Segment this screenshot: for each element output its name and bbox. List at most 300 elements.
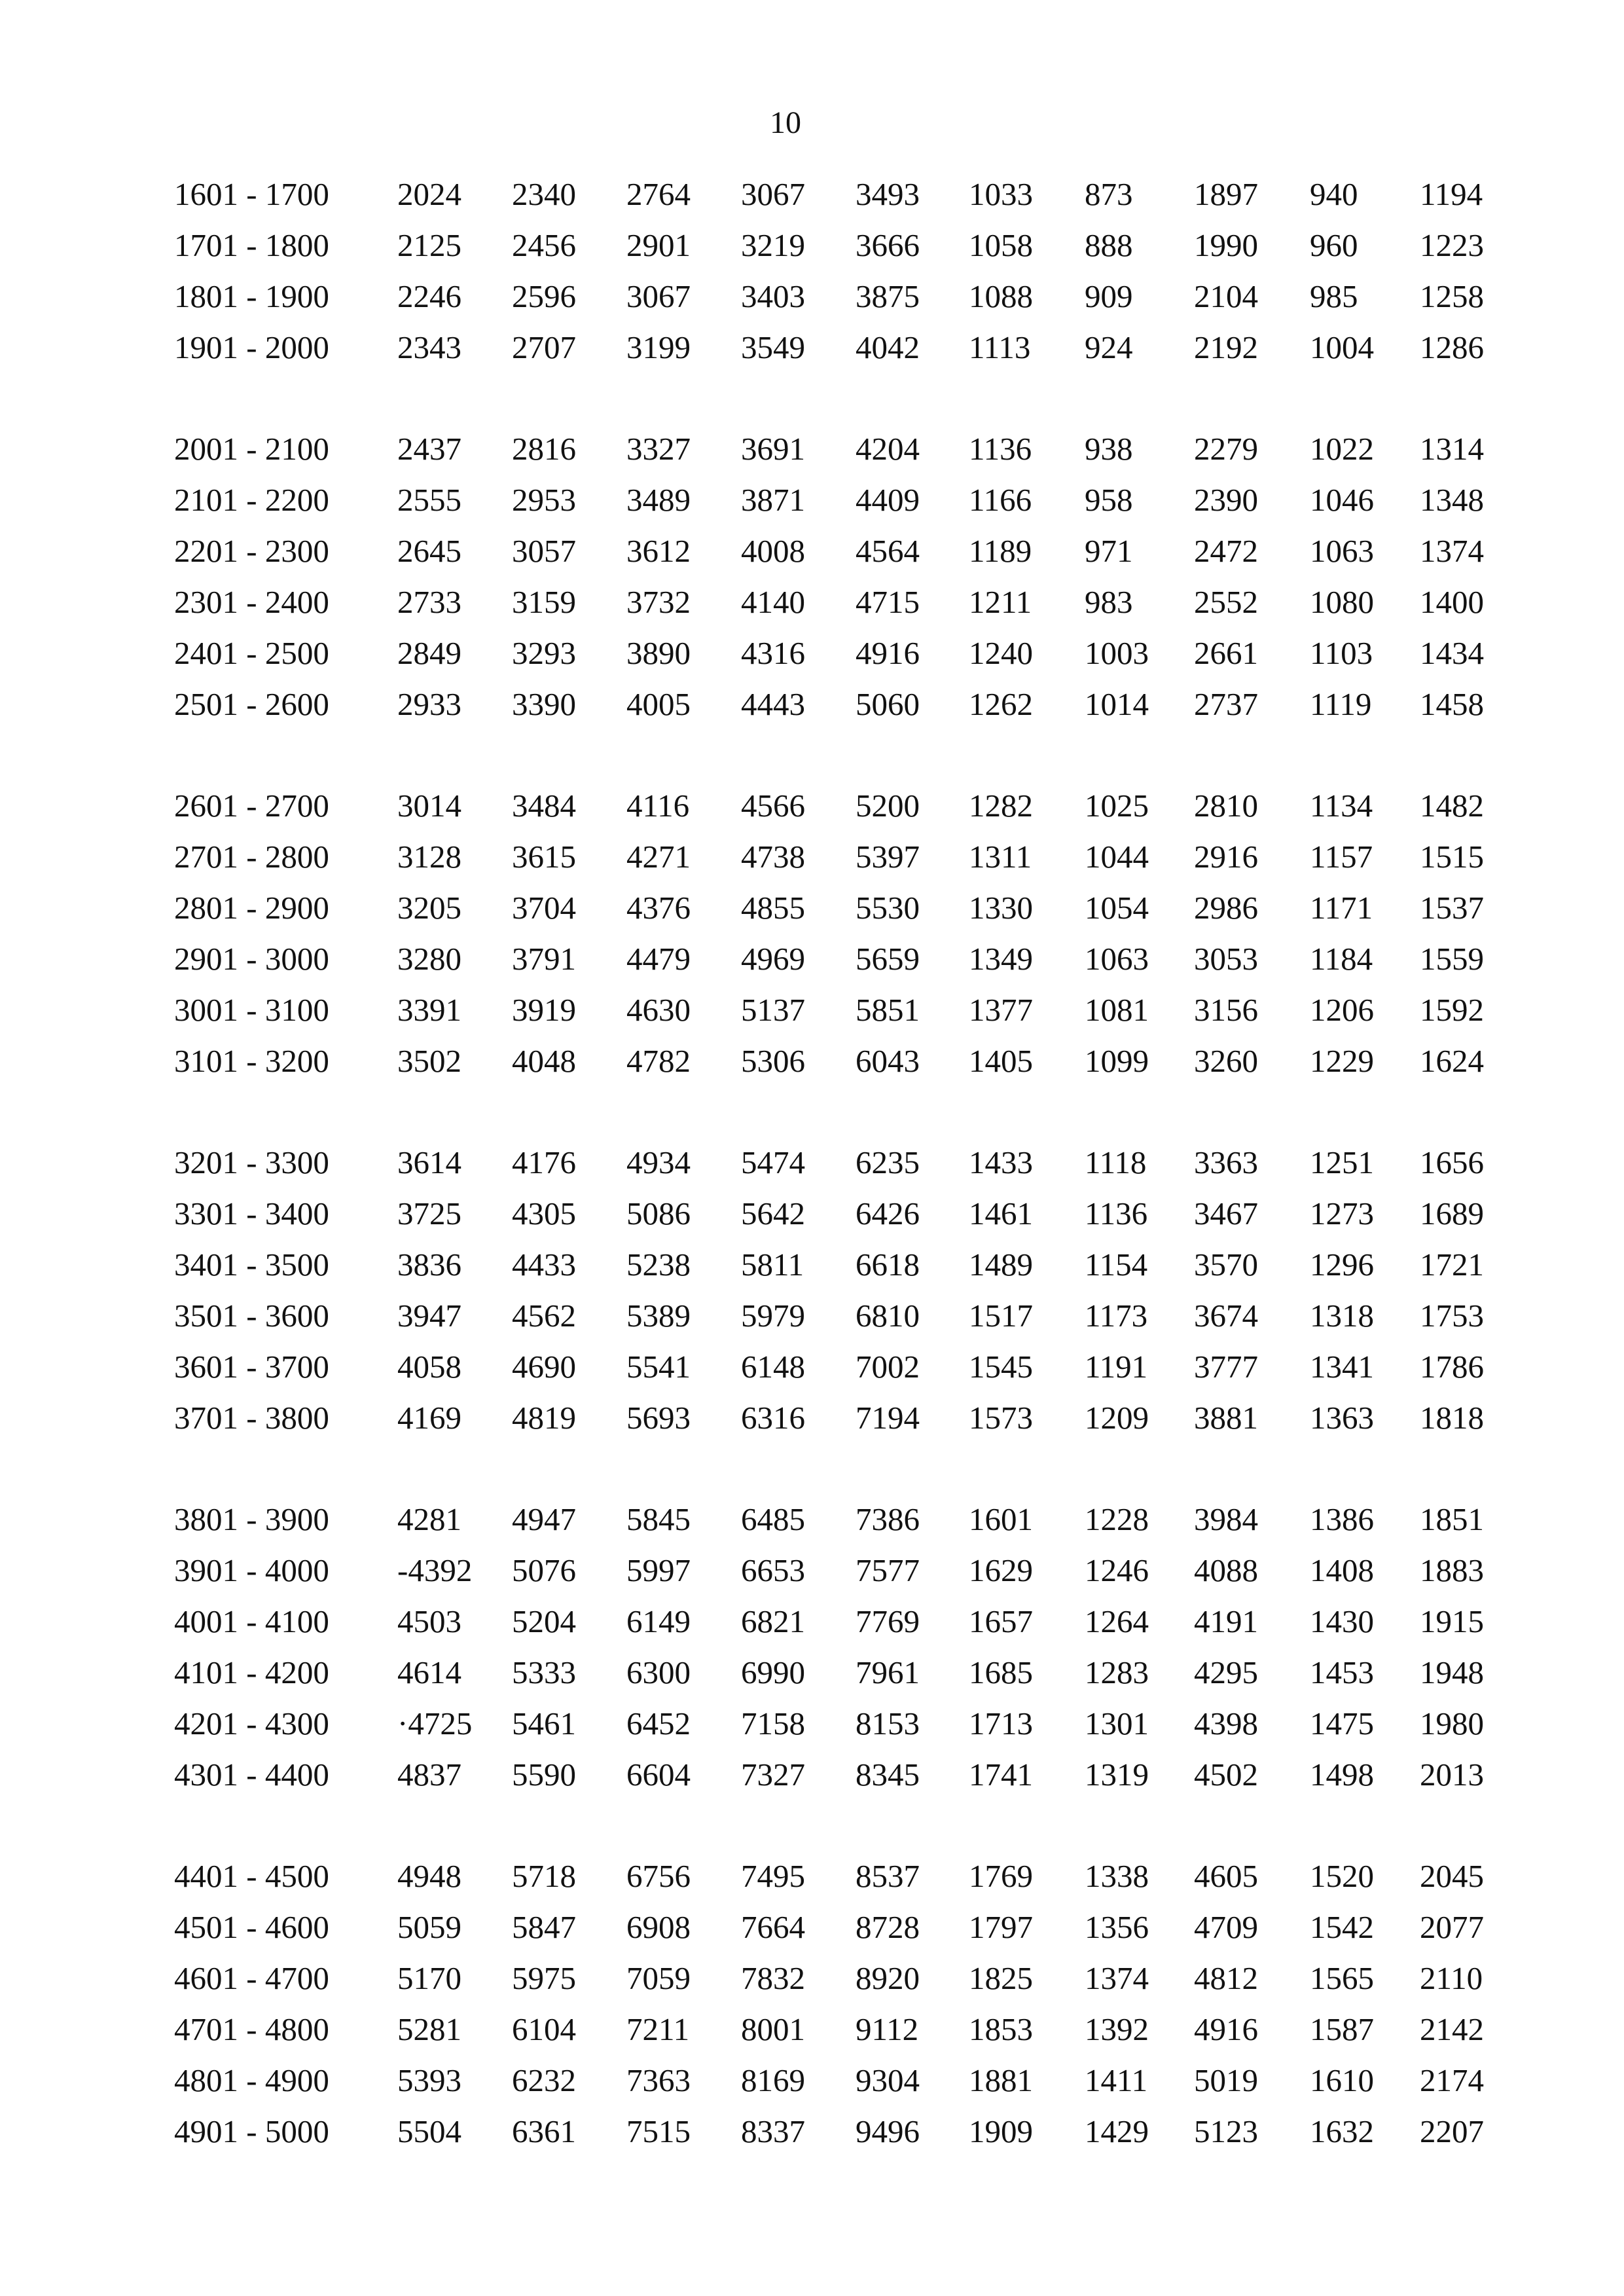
value-cell: 938 <box>1085 431 1133 467</box>
value-cell: 3836 <box>397 1247 461 1283</box>
value-cell: 5693 <box>626 1400 691 1436</box>
value-cell: 1542 <box>1310 1909 1374 1945</box>
value-cell: 4916 <box>856 635 920 671</box>
value-cell: 2849 <box>397 635 461 671</box>
value-cell: 5393 <box>397 2062 461 2098</box>
value-cell: 6485 <box>741 1501 805 1537</box>
value-cell: 4479 <box>626 941 691 977</box>
value-cell: 5123 <box>1194 2113 1258 2149</box>
value-cell: 6908 <box>626 1909 691 1945</box>
value-cell: 4443 <box>741 686 805 722</box>
value-cell: 1592 <box>1420 992 1484 1028</box>
range-label: 3301 - 3400 <box>174 1195 329 1231</box>
value-cell: 2661 <box>1194 635 1258 671</box>
table-row <box>151 934 1558 985</box>
value-cell: 4305 <box>512 1195 576 1231</box>
range-label: 3601 - 3700 <box>174 1349 329 1385</box>
range-label: 4301 - 4400 <box>174 1757 329 1793</box>
table-row <box>151 780 1558 831</box>
value-cell: 1171 <box>1310 890 1373 926</box>
value-cell: 1656 <box>1420 1144 1484 1180</box>
value-cell: 1545 <box>969 1349 1033 1385</box>
value-cell: 5461 <box>512 1705 576 1741</box>
value-cell: 3390 <box>512 686 576 722</box>
value-cell: 1559 <box>1420 941 1484 977</box>
range-label: 4401 - 4500 <box>174 1858 329 1894</box>
value-cell: 1251 <box>1310 1144 1374 1180</box>
value-cell: 1014 <box>1085 686 1149 722</box>
table-row <box>151 1749 1558 1800</box>
value-cell: 6990 <box>741 1654 805 1690</box>
table-row <box>151 831 1558 883</box>
value-cell: 4934 <box>626 1144 691 1180</box>
value-cell: 1689 <box>1420 1195 1484 1231</box>
value-cell: 1262 <box>969 686 1033 722</box>
value-cell: 1573 <box>969 1400 1033 1436</box>
value-cell: 2764 <box>626 176 691 212</box>
value-cell: 4855 <box>741 890 805 926</box>
range-label: 3701 - 3800 <box>174 1400 329 1436</box>
value-cell: 1769 <box>969 1858 1033 1894</box>
value-cell: 2013 <box>1420 1757 1484 1793</box>
value-cell: 3014 <box>397 788 461 824</box>
value-cell: 2125 <box>397 227 461 263</box>
table-row <box>151 628 1558 679</box>
value-cell: 5137 <box>741 992 805 1028</box>
value-cell: 5979 <box>741 1298 805 1334</box>
table-row <box>151 2055 1558 2106</box>
value-cell: 4812 <box>1194 1960 1258 1996</box>
value-cell: 4503 <box>397 1603 461 1639</box>
value-cell: 1909 <box>969 2113 1033 2149</box>
value-cell: 3327 <box>626 431 691 467</box>
value-cell: 1054 <box>1085 890 1149 926</box>
value-cell: 1489 <box>969 1247 1033 1283</box>
value-cell: 1166 <box>969 482 1032 518</box>
value-cell: 6232 <box>512 2062 576 2098</box>
range-label: 3101 - 3200 <box>174 1043 329 1079</box>
value-cell: 6235 <box>856 1144 920 1180</box>
value-cell: 4008 <box>741 533 805 569</box>
range-label: 1901 - 2000 <box>174 329 329 365</box>
value-cell: 3674 <box>1194 1298 1258 1334</box>
value-cell: 3293 <box>512 635 576 671</box>
table-row <box>151 1137 1558 1188</box>
value-cell: 4433 <box>512 1247 576 1283</box>
value-cell: 3057 <box>512 533 576 569</box>
value-cell: 5059 <box>397 1909 461 1945</box>
value-cell: 5076 <box>512 1552 576 1588</box>
table-row <box>151 1647 1558 1698</box>
value-cell: 3391 <box>397 992 461 1028</box>
value-cell: 1246 <box>1085 1552 1149 1588</box>
value-cell: 1314 <box>1420 431 1484 467</box>
value-cell: 5306 <box>741 1043 805 1079</box>
value-cell: 2472 <box>1194 533 1258 569</box>
value-cell: 5333 <box>512 1654 576 1690</box>
value-cell: 3363 <box>1194 1144 1258 1180</box>
value-cell: 3615 <box>512 839 576 875</box>
value-cell: 3484 <box>512 788 576 824</box>
value-cell: 3159 <box>512 584 576 620</box>
value-cell: 4502 <box>1194 1757 1258 1793</box>
value-cell: 4409 <box>856 482 920 518</box>
value-cell: 985 <box>1310 278 1358 314</box>
value-cell: 6149 <box>626 1603 691 1639</box>
value-cell: 8728 <box>856 1909 920 1945</box>
value-cell: 5474 <box>741 1144 805 1180</box>
value-cell: 5238 <box>626 1247 691 1283</box>
value-cell: 1349 <box>969 941 1033 977</box>
value-cell: 1537 <box>1420 890 1484 926</box>
table-row <box>151 1596 1558 1647</box>
range-label: 2401 - 2500 <box>174 635 329 671</box>
value-cell: 5170 <box>397 1960 461 1996</box>
value-cell: 1632 <box>1310 2113 1374 2149</box>
value-cell: 1629 <box>969 1552 1033 1588</box>
value-cell: ·4725 <box>397 1705 473 1741</box>
value-cell: 5718 <box>512 1858 576 1894</box>
value-cell: 971 <box>1085 533 1133 569</box>
value-cell: 1948 <box>1420 1654 1484 1690</box>
value-cell: 7664 <box>741 1909 805 1945</box>
range-label: 4001 - 4100 <box>174 1603 329 1639</box>
value-cell: 3881 <box>1194 1400 1258 1436</box>
value-cell: 1154 <box>1085 1247 1148 1283</box>
value-cell: 1119 <box>1310 686 1372 722</box>
value-cell: 3467 <box>1194 1195 1258 1231</box>
value-cell: 4715 <box>856 584 920 620</box>
value-cell: 1189 <box>969 533 1032 569</box>
value-cell: 2552 <box>1194 584 1258 620</box>
value-cell: 3260 <box>1194 1043 1258 1079</box>
range-label: 2901 - 3000 <box>174 941 329 977</box>
value-cell: 1520 <box>1310 1858 1374 1894</box>
table-group <box>151 424 1558 730</box>
value-cell: 4564 <box>856 533 920 569</box>
value-cell: 1915 <box>1420 1603 1484 1639</box>
value-cell: 1088 <box>969 278 1033 314</box>
value-cell: 6300 <box>626 1654 691 1690</box>
value-cell: 4140 <box>741 584 805 620</box>
value-cell: 2390 <box>1194 482 1258 518</box>
value-cell: 1458 <box>1420 686 1484 722</box>
value-cell: 8337 <box>741 2113 805 2149</box>
value-cell: 1296 <box>1310 1247 1374 1283</box>
value-cell: 1157 <box>1310 839 1373 875</box>
value-cell: 5086 <box>626 1195 691 1231</box>
table-row <box>151 2004 1558 2055</box>
value-cell: 8169 <box>741 2062 805 2098</box>
value-cell: 1273 <box>1310 1195 1374 1231</box>
value-cell: 1482 <box>1420 788 1484 824</box>
range-label: 3801 - 3900 <box>174 1501 329 1537</box>
value-cell: 4738 <box>741 839 805 875</box>
value-cell: 6361 <box>512 2113 576 2149</box>
value-cell: 1063 <box>1310 533 1374 569</box>
value-cell: 2340 <box>512 176 576 212</box>
value-cell: 1136 <box>1085 1195 1148 1231</box>
value-cell: 3128 <box>397 839 461 875</box>
value-cell: 1721 <box>1420 1247 1484 1283</box>
value-cell: 3489 <box>626 482 691 518</box>
value-cell: 3777 <box>1194 1349 1258 1385</box>
value-cell: 4614 <box>397 1654 461 1690</box>
value-cell: 4969 <box>741 941 805 977</box>
value-cell: 7158 <box>741 1705 805 1741</box>
value-cell: 4947 <box>512 1501 576 1537</box>
value-cell: 5811 <box>741 1247 804 1283</box>
value-cell: 1209 <box>1085 1400 1149 1436</box>
value-cell: 888 <box>1085 227 1133 263</box>
table-row <box>151 1341 1558 1393</box>
value-cell: 1258 <box>1420 278 1484 314</box>
value-cell: 3875 <box>856 278 920 314</box>
value-cell: 8345 <box>856 1757 920 1793</box>
value-cell: 6452 <box>626 1705 691 1741</box>
value-cell: 8537 <box>856 1858 920 1894</box>
value-cell: 3666 <box>856 227 920 263</box>
value-cell: 7769 <box>856 1603 920 1639</box>
value-cell: 1713 <box>969 1705 1033 1741</box>
value-cell: 2024 <box>397 176 461 212</box>
value-cell: 1990 <box>1194 227 1258 263</box>
value-cell: 1392 <box>1085 2011 1149 2047</box>
value-cell: 1515 <box>1420 839 1484 875</box>
value-cell: 1283 <box>1085 1654 1149 1690</box>
value-cell: 2343 <box>397 329 461 365</box>
value-cell: 2953 <box>512 482 576 518</box>
value-cell: 2933 <box>397 686 461 722</box>
value-cell: 6653 <box>741 1552 805 1588</box>
value-cell: 5851 <box>856 992 920 1028</box>
value-cell: 4176 <box>512 1144 576 1180</box>
table-row <box>151 220 1558 271</box>
value-cell: 873 <box>1085 176 1133 212</box>
value-cell: 5204 <box>512 1603 576 1639</box>
value-cell: 1004 <box>1310 329 1374 365</box>
value-cell: 2707 <box>512 329 576 365</box>
value-cell: 958 <box>1085 482 1133 518</box>
range-label: 4701 - 4800 <box>174 2011 329 2047</box>
value-cell: 6148 <box>741 1349 805 1385</box>
range-label: 4901 - 5000 <box>174 2113 329 2149</box>
value-cell: 4191 <box>1194 1603 1258 1639</box>
value-cell: 1223 <box>1420 227 1484 263</box>
value-cell: 3614 <box>397 1144 461 1180</box>
value-cell: 7002 <box>856 1349 920 1385</box>
value-cell: 3199 <box>626 329 691 365</box>
table-row <box>151 985 1558 1036</box>
value-cell: 1348 <box>1420 482 1484 518</box>
value-cell: 1330 <box>969 890 1033 926</box>
value-cell: 3156 <box>1194 992 1258 1028</box>
value-cell: 3732 <box>626 584 691 620</box>
value-cell: 1408 <box>1310 1552 1374 1588</box>
value-cell: 1429 <box>1085 2113 1149 2149</box>
value-cell: 2077 <box>1420 1909 1484 1945</box>
value-cell: 1897 <box>1194 176 1258 212</box>
value-cell: 4005 <box>626 686 691 722</box>
value-cell: 7577 <box>856 1552 920 1588</box>
value-cell: 1453 <box>1310 1654 1374 1690</box>
value-cell: 1498 <box>1310 1757 1374 1793</box>
range-label: 3001 - 3100 <box>174 992 329 1028</box>
range-label: 2101 - 2200 <box>174 482 329 518</box>
value-cell: 1356 <box>1085 1909 1149 1945</box>
table-group <box>151 1851 1558 2157</box>
range-label: 1601 - 1700 <box>174 176 329 212</box>
value-cell: 7495 <box>741 1858 805 1894</box>
value-cell: 2733 <box>397 584 461 620</box>
table-row <box>151 1290 1558 1341</box>
table-row <box>151 1902 1558 1953</box>
value-cell: 5200 <box>856 788 920 824</box>
value-cell: 4088 <box>1194 1552 1258 1588</box>
value-cell: 1286 <box>1420 329 1484 365</box>
value-cell: 2810 <box>1194 788 1258 824</box>
table-row <box>151 1545 1558 1596</box>
value-cell: 1191 <box>1085 1349 1148 1385</box>
value-cell: 4376 <box>626 890 691 926</box>
value-cell: 1081 <box>1085 992 1149 1028</box>
table-row <box>151 475 1558 526</box>
range-label: 2501 - 2600 <box>174 686 329 722</box>
value-cell: 1118 <box>1085 1144 1147 1180</box>
value-cell: 7832 <box>741 1960 805 1996</box>
table-group <box>151 1137 1558 1444</box>
value-cell: 924 <box>1085 329 1133 365</box>
value-cell: 7194 <box>856 1400 920 1436</box>
value-cell: 4690 <box>512 1349 576 1385</box>
value-cell: 2986 <box>1194 890 1258 926</box>
table-row <box>151 1851 1558 1902</box>
value-cell: 1103 <box>1310 635 1373 671</box>
value-cell: 1386 <box>1310 1501 1374 1537</box>
table-row <box>151 1393 1558 1444</box>
value-cell: 4169 <box>397 1400 461 1436</box>
range-label: 4801 - 4900 <box>174 2062 329 2098</box>
value-cell: 4916 <box>1194 2011 1258 2047</box>
value-cell: 4316 <box>741 635 805 671</box>
table-row <box>151 526 1558 577</box>
value-cell: 5997 <box>626 1552 691 1588</box>
value-cell: 4605 <box>1194 1858 1258 1894</box>
value-cell: 4819 <box>512 1400 576 1436</box>
value-cell: 1063 <box>1085 941 1149 977</box>
value-cell: 4295 <box>1194 1654 1258 1690</box>
range-label: 4601 - 4700 <box>174 1960 329 1996</box>
value-cell: 4204 <box>856 431 920 467</box>
value-cell: 1184 <box>1310 941 1373 977</box>
value-cell: 1657 <box>969 1603 1033 1639</box>
value-cell: 6426 <box>856 1195 920 1231</box>
range-label: 1701 - 1800 <box>174 227 329 263</box>
value-cell: 4398 <box>1194 1705 1258 1741</box>
value-cell: 5847 <box>512 1909 576 1945</box>
value-cell: 1080 <box>1310 584 1374 620</box>
value-cell: 4630 <box>626 992 691 1028</box>
value-cell: 1228 <box>1085 1501 1149 1537</box>
value-cell: 1318 <box>1310 1298 1374 1334</box>
table-row <box>151 679 1558 730</box>
range-label: 4201 - 4300 <box>174 1705 329 1741</box>
value-cell: 3570 <box>1194 1247 1258 1283</box>
value-cell: 6756 <box>626 1858 691 1894</box>
range-label: 2001 - 2100 <box>174 431 329 467</box>
value-cell: 5541 <box>626 1349 691 1385</box>
value-cell: 2192 <box>1194 329 1258 365</box>
value-cell: 7386 <box>856 1501 920 1537</box>
value-cell: 5530 <box>856 890 920 926</box>
value-cell: 5975 <box>512 1960 576 1996</box>
value-cell: 1194 <box>1420 176 1483 212</box>
table-row <box>151 169 1558 220</box>
page-number: 10 <box>770 105 801 140</box>
value-cell: 940 <box>1310 176 1358 212</box>
value-cell: 2279 <box>1194 431 1258 467</box>
value-cell: 2246 <box>397 278 461 314</box>
value-cell: 5389 <box>626 1298 691 1334</box>
value-cell: 2901 <box>626 227 691 263</box>
value-cell: 1338 <box>1085 1858 1149 1894</box>
value-cell: 1461 <box>969 1195 1033 1231</box>
value-cell: 1003 <box>1085 635 1149 671</box>
range-label: 4101 - 4200 <box>174 1654 329 1690</box>
value-cell: 5281 <box>397 2011 461 2047</box>
value-cell: 1825 <box>969 1960 1033 1996</box>
range-value-table <box>151 169 1558 2208</box>
range-label: 3501 - 3600 <box>174 1298 329 1334</box>
value-cell: 1173 <box>1085 1298 1148 1334</box>
value-cell: 2645 <box>397 533 461 569</box>
value-cell: 2916 <box>1194 839 1258 875</box>
value-cell: 5504 <box>397 2113 461 2149</box>
value-cell: 3493 <box>856 176 920 212</box>
value-cell: 1685 <box>969 1654 1033 1690</box>
table-row <box>151 1494 1558 1545</box>
value-cell: 3219 <box>741 227 805 263</box>
table-row <box>151 2106 1558 2157</box>
value-cell: 1851 <box>1420 1501 1484 1537</box>
value-cell: 5845 <box>626 1501 691 1537</box>
value-cell: 2142 <box>1420 2011 1484 2047</box>
value-cell: 1311 <box>969 839 1032 875</box>
value-cell: 4837 <box>397 1757 461 1793</box>
table-group <box>151 780 1558 1087</box>
value-cell: 6618 <box>856 1247 920 1283</box>
value-cell: 1883 <box>1420 1552 1484 1588</box>
value-cell: 5397 <box>856 839 920 875</box>
value-cell: 1046 <box>1310 482 1374 518</box>
value-cell: 1980 <box>1420 1705 1484 1741</box>
table-row <box>151 1239 1558 1290</box>
table-row <box>151 271 1558 322</box>
value-cell: 4048 <box>512 1043 576 1079</box>
table-row <box>151 1188 1558 1239</box>
value-cell: 1411 <box>1085 2062 1148 2098</box>
value-cell: 1240 <box>969 635 1033 671</box>
value-cell: 6604 <box>626 1757 691 1793</box>
value-cell: 1229 <box>1310 1043 1374 1079</box>
value-cell: 1377 <box>969 992 1033 1028</box>
value-cell: 1058 <box>969 227 1033 263</box>
value-cell: 1033 <box>969 176 1033 212</box>
value-cell: 983 <box>1085 584 1133 620</box>
value-cell: 2816 <box>512 431 576 467</box>
value-cell: 3280 <box>397 941 461 977</box>
value-cell: 3205 <box>397 890 461 926</box>
